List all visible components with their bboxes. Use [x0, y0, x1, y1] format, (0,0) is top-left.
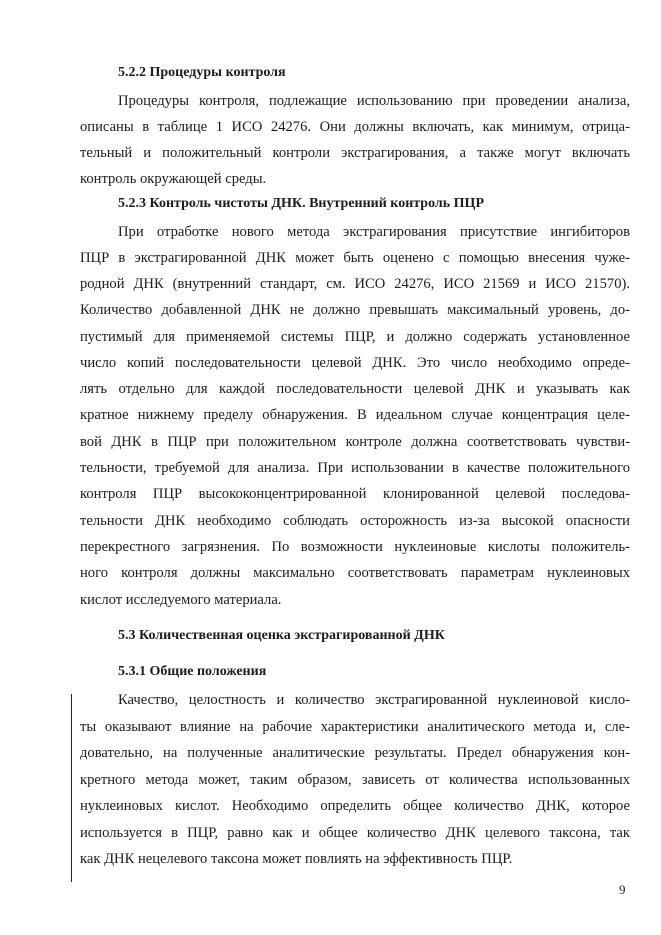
paragraph-line: вой ДНК в ПЦР при положительном контроле должна соответствовать чувстви- — [80, 434, 630, 450]
paragraph-line: контроля ПЦР высококонцентрированной клонированной целевой последова- — [80, 486, 630, 502]
paragraph-line: используется в ПЦР, равно как и общее количество ДНК целевого таксона, так — [80, 825, 630, 841]
paragraph-line: Процедуры контроля, подлежащие использованию при проведении анализа, — [118, 93, 630, 109]
paragraph-line: перекрестного загрязнения. По возможности нуклеиновые кислоты положитель- — [80, 539, 630, 555]
paragraph-line: нуклеиновых кислот. Необходимо определить общее количество ДНК, которое — [80, 798, 630, 814]
paragraph-line: кратное нижнему пределу обнаружения. В идеальном случае концентрация целе- — [80, 407, 630, 423]
paragraph-line: ты оказывают влияние на рабочие характеристики аналитического метода и, сле- — [80, 719, 630, 735]
paragraph-line: как ДНК нецелевого таксона может повлиять на эффективность ПЦР. — [80, 851, 513, 867]
paragraph-line: контроль окружающей среды. — [80, 171, 267, 187]
page-number: 9 — [619, 882, 626, 897]
paragraph-line: кретного метода может, таким образом, зависеть от количества использованных — [80, 772, 630, 788]
paragraph-line: тельный и положительный контроли экстрагирования, а также могут включать — [80, 145, 630, 161]
paragraph-line: При отработке нового метода экстрагирования присутствие ингибиторов — [118, 224, 630, 240]
paragraph-line: ПЦР в экстрагированной ДНК может быть оценено с помощью внесения чуже- — [80, 250, 630, 266]
paragraph-line: Качество, целостность и количество экстрагированной нуклеиновой кисло- — [118, 692, 630, 708]
paragraph-line: родной ДНК (внутренний стандарт, см. ИСО 24276, ИСО 21569 и ИСО 21570). — [80, 276, 630, 292]
section-heading-5-2-3: 5.2.3 Контроль чистоты ДНК. Внутренний контроль ПЦР — [118, 196, 484, 211]
paragraph-line: пустимый для применяемой системы ПЦР, и должно содержать установленное — [80, 329, 630, 345]
paragraph-line: кислот исследуемого материала. — [80, 592, 282, 608]
paragraph-line: тельности ДНК необходимо соблюдать осторожность из-за высокой опасности — [80, 513, 630, 529]
paragraph-line: довательно, на полученные аналитические результаты. Предел обнаружения кон- — [80, 745, 630, 761]
paragraph-line: тельности, требуемой для анализа. При использовании в качестве положительного — [80, 460, 630, 476]
paragraph-line: лять отдельно для каждой последовательности целевой ДНК и указывать как — [80, 381, 630, 397]
section-heading-5-3: 5.3 Количественная оценка экстрагированной ДНК — [118, 628, 445, 643]
section-heading-5-2-2: 5.2.2 Процедуры контроля — [118, 65, 286, 80]
revision-change-bar — [71, 694, 72, 882]
paragraph-line: Количество добавленной ДНК не должно превышать максимальный уровень, до- — [80, 302, 630, 318]
section-heading-5-3-1: 5.3.1 Общие положения — [118, 664, 267, 679]
paragraph-line: число копий последовательности целевой ДНК. Это число необходимо опреде- — [80, 355, 630, 371]
paragraph-line: ного контроля должны максимально соответствовать параметрам нуклеиновых — [80, 565, 630, 581]
paragraph-line: описаны в таблице 1 ИСО 24276. Они должны включать, как минимум, отрица- — [80, 119, 630, 135]
